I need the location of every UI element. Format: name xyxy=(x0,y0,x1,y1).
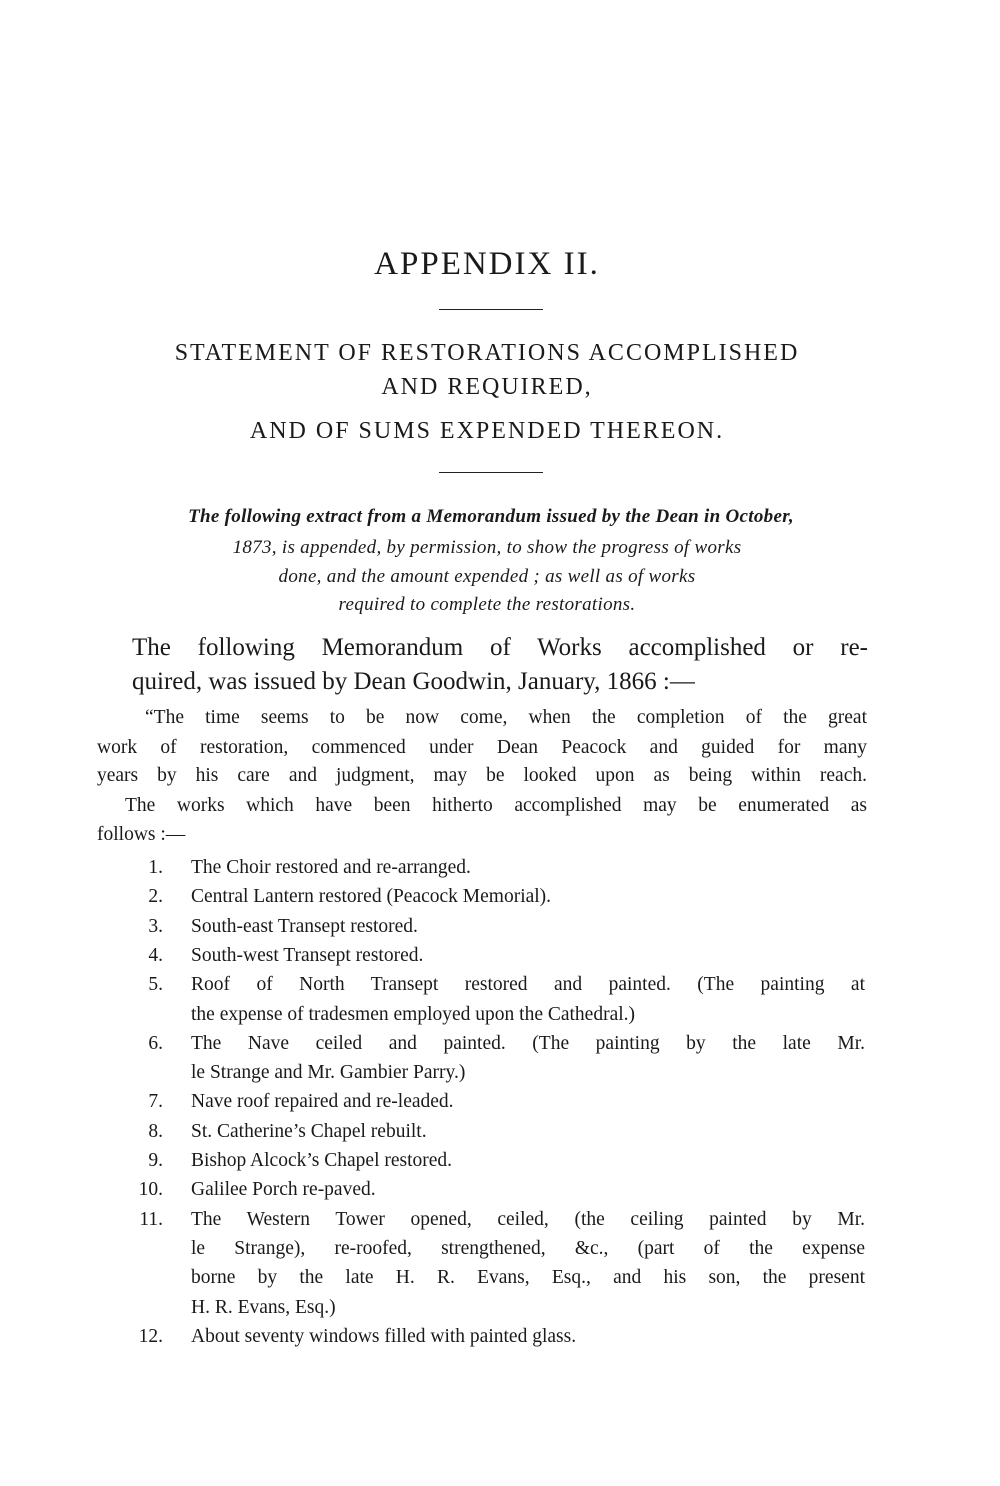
lead-paragraph-line: The following Memorandum of Works accomplished or re- xyxy=(132,634,868,661)
list-item-text: Galilee Porch re-paved. xyxy=(191,1179,376,1201)
list-item-text: St. Catherine’s Chapel rebuilt. xyxy=(191,1120,427,1142)
list-item-number: 4. xyxy=(148,944,163,966)
list-item-number: 5. xyxy=(148,974,163,996)
list-item-text: About seventy windows filled with painted glass. xyxy=(191,1325,577,1347)
list-item-text: Bishop Alcock’s Chapel restored. xyxy=(191,1150,453,1171)
subtitle-line: AND OF SUMS EXPENDED THEREON. xyxy=(249,418,725,444)
intro-line: required to complete the restorations. xyxy=(338,594,636,615)
appendix-title: APPENDIX II. xyxy=(374,246,600,282)
list-item-text: the expense of tradesmen employed upon the Cathedral.) xyxy=(191,1003,636,1025)
list-item-text: The Choir restored and re-arranged. xyxy=(191,857,471,878)
subtitle-line: AND REQUIRED, xyxy=(381,374,593,400)
list-item-number: 11. xyxy=(139,1208,163,1230)
list-item-text: le Strange), re-roofed, strengthened, &c., (part of the expense xyxy=(191,1237,865,1259)
intro-line: done, and the amount expended ; as well as of works xyxy=(278,566,696,587)
list-item-number: 2. xyxy=(148,886,163,908)
body-line: follows :— xyxy=(97,824,186,845)
list-item-number: 12. xyxy=(138,1325,163,1347)
list-item-number: 10. xyxy=(138,1179,163,1201)
list-item-text: The Western Tower opened, ceiled, (the ceiling painted by Mr. xyxy=(191,1208,865,1230)
lead-paragraph-line: quired, was issued by Dean Goodwin, January, 1866 :— xyxy=(132,668,695,695)
list-item-number: 3. xyxy=(148,915,163,937)
subtitle-divider xyxy=(439,472,543,473)
list-item-text: South-east Transept restored. xyxy=(191,915,418,937)
intro-line: The following extract from a Memorandum issued by the Dean in October, xyxy=(188,506,794,527)
list-item-text: le Strange and Mr. Gambier Parry.) xyxy=(191,1062,466,1084)
intro-line: 1873, is appended, by permission, to show the progress of works xyxy=(232,537,742,558)
body-line: “The time seems to be now come, when the completion of the great xyxy=(145,707,867,728)
title-divider xyxy=(439,309,543,310)
subtitle-line: STATEMENT OF RESTORATIONS ACCOMPLISHED xyxy=(174,340,800,366)
list-item-text: borne by the late H. R. Evans, Esq., and his son, the present xyxy=(191,1267,865,1289)
body-line: years by his care and judgment, may be looked upon as being within reach. xyxy=(97,765,867,786)
list-item-number: 8. xyxy=(148,1120,163,1142)
body-line: work of restoration, commenced under Dean Peacock and guided for many xyxy=(97,737,867,758)
list-item-text: South-west Transept restored. xyxy=(191,944,424,966)
list-item-number: 9. xyxy=(148,1150,163,1171)
list-item-number: 7. xyxy=(148,1091,163,1113)
list-item-text: Central Lantern restored (Peacock Memorial). xyxy=(191,886,552,908)
list-item-text: Nave roof repaired and re-leaded. xyxy=(191,1091,454,1113)
list-item-text: Roof of North Transept restored and painted. (The painting at xyxy=(191,974,865,996)
list-item-text: The Nave ceiled and painted. (The painting by the late Mr. xyxy=(191,1032,865,1054)
body-line: The works which have been hitherto accomplished may be enumerated as xyxy=(125,795,867,816)
list-item-text: H. R. Evans, Esq.) xyxy=(191,1296,336,1318)
list-item-number: 6. xyxy=(148,1032,163,1054)
list-item-number: 1. xyxy=(148,857,163,878)
